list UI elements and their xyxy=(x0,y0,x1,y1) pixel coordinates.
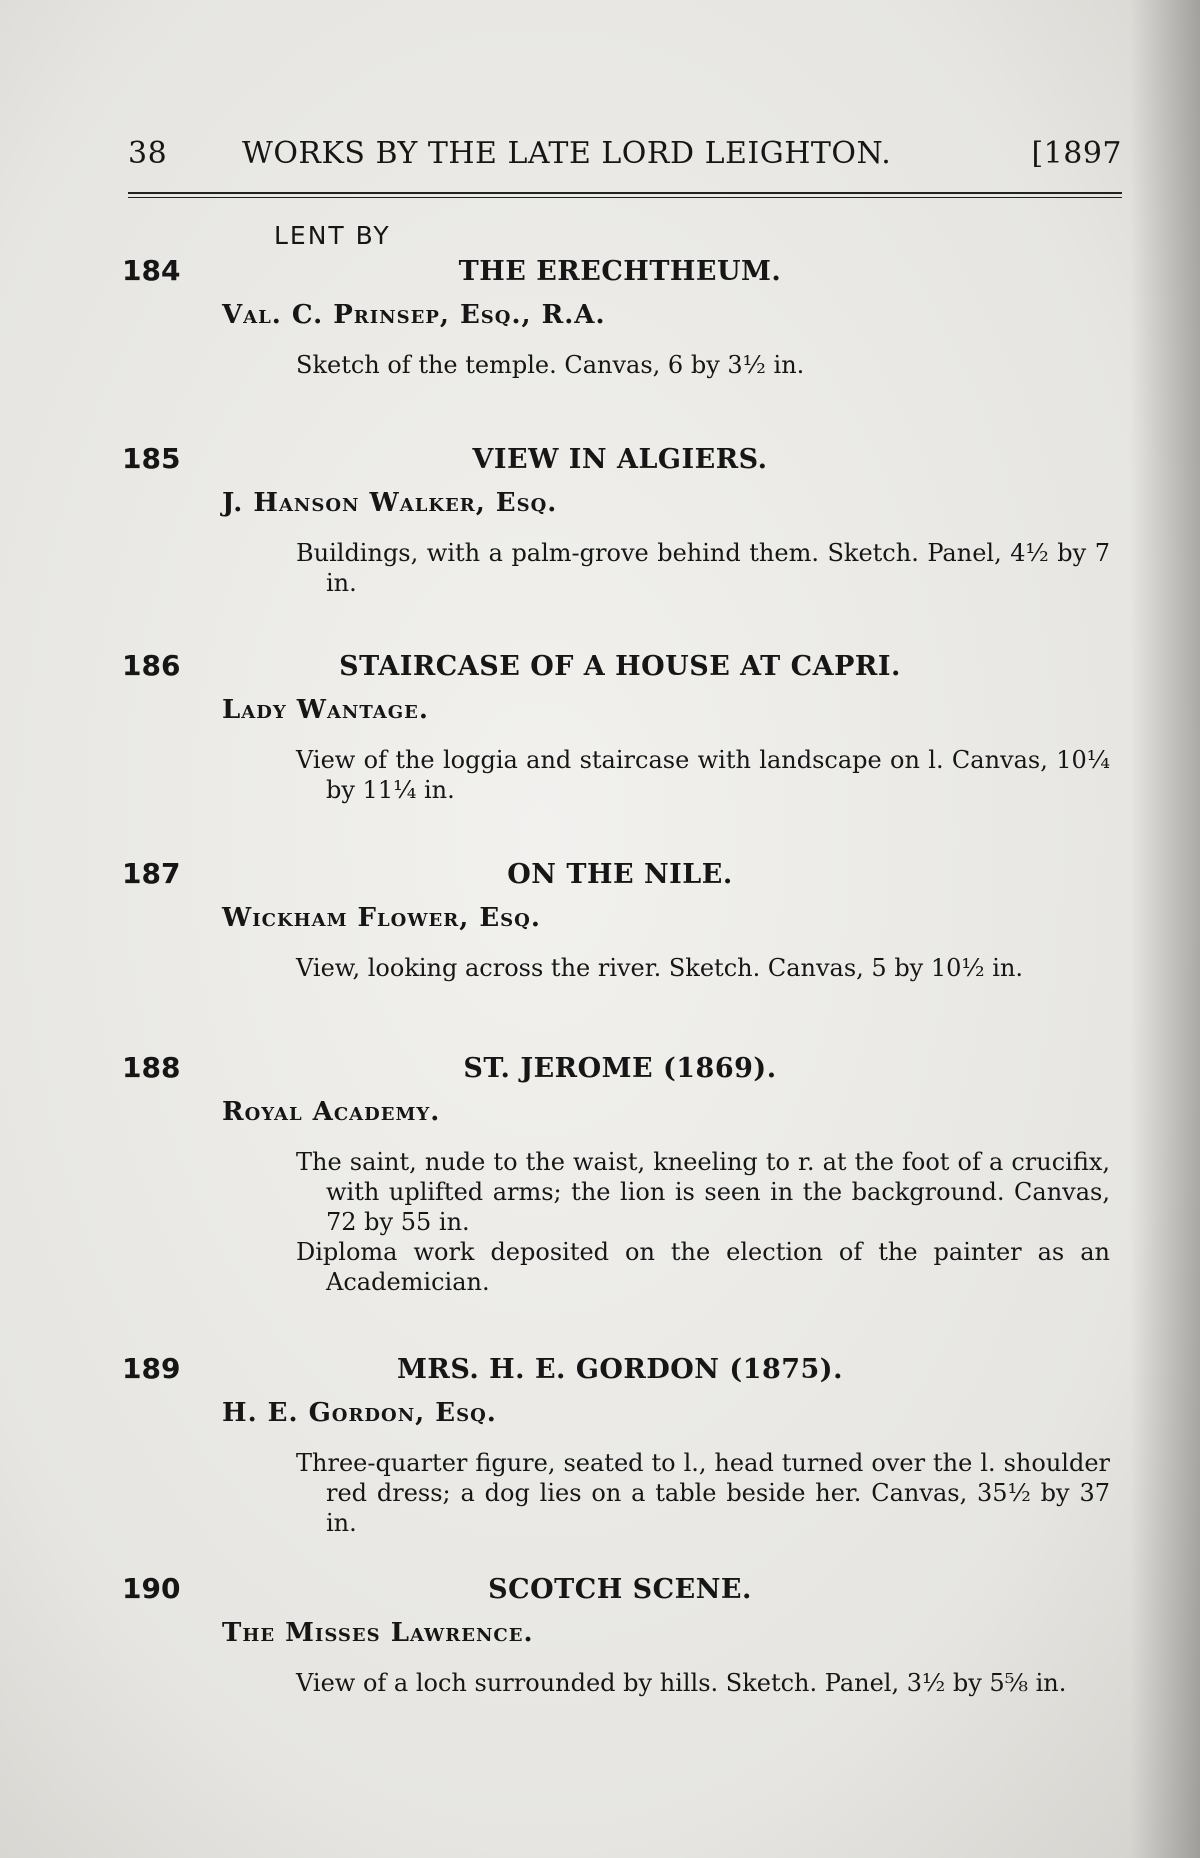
description-paragraph: Sketch of the temple. Canvas, 6 by 3½ in. xyxy=(296,351,805,379)
description-paragraph: Buildings, with a palm-grove behind them. Sketch. Panel, 4½ by 7 in. xyxy=(296,539,1110,597)
entry-title: ON THE NILE. xyxy=(507,859,733,890)
header-year: [1897 xyxy=(1031,136,1122,171)
entry-lender: Lady Wantage. xyxy=(222,695,429,725)
entry-title: ST. JEROME (1869). xyxy=(463,1053,777,1084)
entry-description xyxy=(296,538,1110,598)
entry-description xyxy=(296,350,1110,380)
running-title: WORKS BY THE LATE LORD LEIGHTON. xyxy=(242,136,892,171)
entry-number: 184 xyxy=(122,254,181,287)
entry-title: SCOTCH SCENE. xyxy=(488,1574,752,1605)
entry-description xyxy=(296,953,1110,983)
description-paragraph: View, looking across the river. Sketch. Canvas, 5 by 10½ in. xyxy=(296,954,1024,982)
description-paragraph: View of a loch surrounded by hills. Sketch. Panel, 3½ by 5⅝ in. xyxy=(296,1669,1067,1697)
entry-lender: J. Hanson Walker, Esq. xyxy=(222,488,558,518)
description-paragraph: The saint, nude to the waist, kneeling to r. at the foot of a crucifix, with uplifted arms; the lion is seen in the background. Canvas, 72 by 55 in. xyxy=(296,1148,1110,1236)
entry-number: 185 xyxy=(122,442,181,475)
header-rule-thin xyxy=(128,197,1122,198)
running-header xyxy=(128,136,1122,176)
entry-number: 190 xyxy=(122,1572,181,1605)
entry-lender: Royal Academy. xyxy=(222,1097,441,1127)
entry-title: STAIRCASE OF A HOUSE AT CAPRI. xyxy=(339,651,901,682)
entry-description xyxy=(296,1448,1110,1538)
page-number: 38 xyxy=(128,136,168,171)
entry-number: 186 xyxy=(122,649,181,682)
entry-description xyxy=(296,1668,1110,1698)
description-paragraph: View of the loggia and staircase with landscape on l. Canvas, 10¼ by 11¼ in. xyxy=(296,746,1110,804)
description-paragraph: Diploma work deposited on the election of the painter as an Academician. xyxy=(296,1238,1110,1296)
entry-number: 188 xyxy=(122,1051,181,1084)
entry-title: THE ERECHTHEUM. xyxy=(458,256,782,287)
entry-lender: The Misses Lawrence. xyxy=(222,1618,534,1648)
entry-title: VIEW IN ALGIERS. xyxy=(472,444,768,475)
entry-lender: H. E. Gordon, Esq. xyxy=(222,1398,497,1428)
entry-lender: Wickham Flower, Esq. xyxy=(222,903,541,933)
entry-number: 187 xyxy=(122,857,181,890)
entry-title: MRS. H. E. GORDON (1875). xyxy=(397,1354,843,1385)
lent-by-label: LENT BY xyxy=(274,221,391,250)
header-rule-thick xyxy=(128,192,1122,194)
entry-description xyxy=(296,745,1110,805)
description-paragraph: Three-quarter figure, seated to l., head turned over the l. shoulder red dress; a dog lies on a table beside her. Canvas, 35½ by 37 in. xyxy=(296,1449,1110,1537)
entry-description xyxy=(296,1147,1110,1297)
entry-lender: Val. C. Prinsep, Esq., R.A. xyxy=(222,300,606,330)
entry-number: 189 xyxy=(122,1352,181,1385)
